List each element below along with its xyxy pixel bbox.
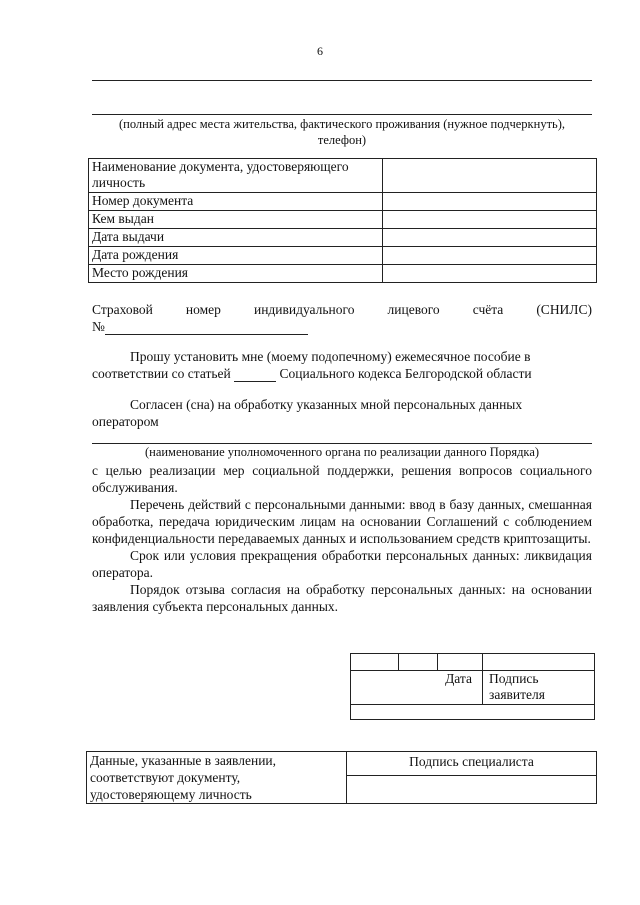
snils-word: индивидуального: [253, 302, 355, 317]
consent-purpose: с целью реализации мер социальной поддержки, решения вопросов социального обслуживания.: [92, 463, 592, 495]
address-caption: [92, 116, 592, 148]
consent-line-2: оператором: [92, 414, 159, 429]
issue-date-label: Дата выдачи: [89, 229, 383, 247]
request-line-1: Прошу установить мне (моему подопечному) ежемесячное пособие в: [130, 349, 531, 364]
table-row: [89, 247, 597, 265]
applicant-signature-label: Подпись заявителя: [483, 671, 595, 705]
table-row: [89, 229, 597, 247]
request-line-2-prefix: соответствии со статьей: [92, 366, 231, 381]
snils-block: [92, 301, 592, 335]
verification-statement: Данные, указанные в заявлении, соответствуют документу, удостоверяющему личность: [87, 752, 347, 804]
document-name-label: Наименование документа, удостоверяющего личность: [89, 159, 383, 193]
operator-caption: (наименование уполномоченного органа по реализации данного Порядка): [144, 445, 540, 459]
snils-word: лицевого: [387, 302, 440, 317]
request-line-2: [92, 365, 592, 382]
body-paragraphs: [92, 462, 592, 615]
table-row: [351, 705, 595, 720]
issue-date-value[interactable]: [383, 229, 597, 247]
birth-date-label: Дата рождения: [89, 247, 383, 265]
number-sign: №: [92, 319, 105, 334]
date-label: Дата: [351, 671, 483, 705]
document-number-label: Номер документа: [89, 193, 383, 211]
issued-by-value[interactable]: [383, 211, 597, 229]
snils-word: счёта: [472, 302, 504, 317]
issued-by-label: Кем выдан: [89, 211, 383, 229]
request-paragraph: [92, 348, 592, 382]
address-line-2[interactable]: [92, 114, 592, 115]
snils-number-field[interactable]: [105, 320, 308, 335]
table-row: [89, 211, 597, 229]
applicant-signature-table: [350, 653, 595, 720]
table-row: [87, 752, 597, 776]
request-line-2-suffix: Социального кодекса Белгородской области: [279, 366, 532, 381]
identity-document-table: [88, 158, 597, 283]
table-row: [89, 159, 597, 193]
snils-word: номер: [185, 302, 221, 317]
term-paragraph: Срок или условия прекращения обработки персональных данных: ликвидация оператора.: [92, 548, 592, 580]
table-row: [89, 193, 597, 211]
article-number-field[interactable]: [234, 367, 276, 382]
specialist-signature-field[interactable]: [347, 776, 597, 804]
snils-title-row: [92, 301, 592, 318]
signature-cell[interactable]: [483, 654, 595, 671]
table-row: [351, 671, 595, 705]
page-number: 6: [317, 44, 323, 58]
actions-paragraph: Перечень действий с персональными данными: ввод в базу данных, смешанная обработка, передача юридическим лицам на основании Соглашений с соблюдением конфиденциальности передаваемых данных и использованием средств криптозащиты.: [92, 497, 592, 546]
signature-bottom-row: [351, 705, 595, 720]
address-line-1[interactable]: [92, 80, 592, 81]
snils-number-row: [92, 318, 592, 335]
date-cell-day[interactable]: [351, 654, 399, 671]
birth-place-label: Место рождения: [89, 265, 383, 283]
document-number-value[interactable]: [383, 193, 597, 211]
date-cell-year[interactable]: [438, 654, 483, 671]
document-name-value[interactable]: [383, 159, 597, 193]
snils-word: (СНИЛС): [536, 302, 592, 317]
consent-line-1: Согласен (сна) на обработку указанных мной персональных данных: [130, 397, 523, 412]
specialist-signature-label: Подпись специалиста: [347, 752, 597, 776]
table-row: [89, 265, 597, 283]
birth-place-value[interactable]: [383, 265, 597, 283]
address-caption-line-2: телефон): [317, 133, 367, 147]
birth-date-value[interactable]: [383, 247, 597, 265]
verification-table: [86, 751, 597, 804]
snils-word: Страховой: [92, 302, 153, 317]
date-cell-month[interactable]: [399, 654, 438, 671]
address-caption-line-1: (полный адрес места жительства, фактического проживания (нужное подчеркнуть),: [118, 117, 566, 131]
withdrawal-paragraph: Порядок отзыва согласия на обработку персональных данных: на основании заявления субъекта персональных данных.: [92, 582, 592, 614]
table-row: [351, 654, 595, 671]
consent-paragraph: [92, 396, 592, 430]
